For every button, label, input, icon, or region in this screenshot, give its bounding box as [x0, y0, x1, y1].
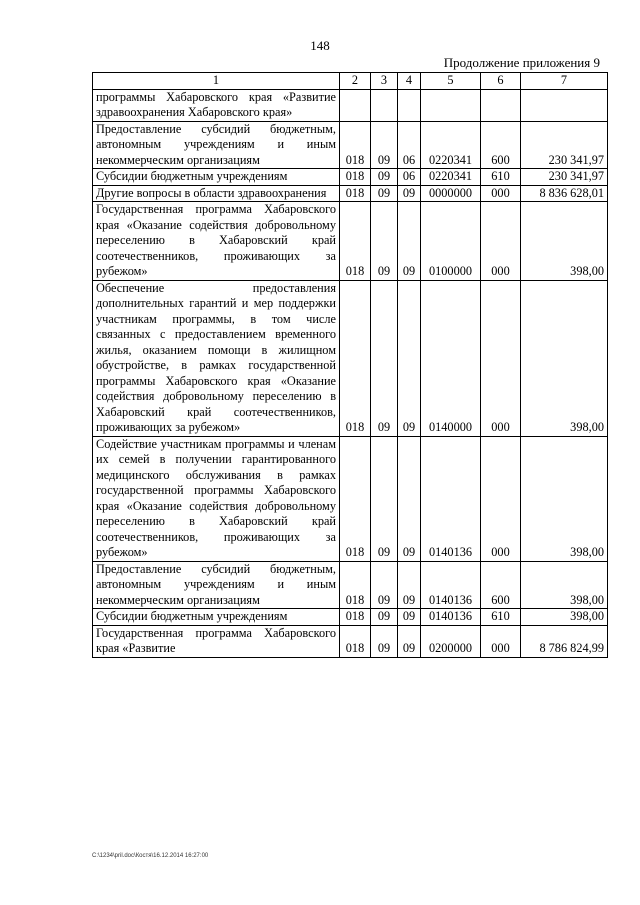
row-name: Другие вопросы в области здравоохранения — [93, 185, 340, 202]
row-section-code: 09 — [371, 436, 398, 561]
header-col-5: 5 — [421, 73, 481, 90]
row-section-code: 09 — [371, 625, 398, 657]
row-expense-type: 600 — [481, 561, 521, 609]
row-subsection-code: 09 — [398, 185, 421, 202]
row-ministry-code: 018 — [340, 280, 371, 436]
row-target-code: 0200000 — [421, 625, 481, 657]
row-section-code: 09 — [371, 280, 398, 436]
row-target-code: 0000000 — [421, 185, 481, 202]
row-subsection-code: 09 — [398, 561, 421, 609]
budget-table — [92, 72, 608, 658]
table-row — [93, 436, 608, 561]
row-section-code — [371, 89, 398, 121]
row-ministry-code: 018 — [340, 436, 371, 561]
table-row — [93, 121, 608, 169]
row-name: Субсидии бюджетным учреждениям — [93, 169, 340, 186]
row-subsection-code: 09 — [398, 625, 421, 657]
row-amount: 398,00 — [521, 609, 608, 626]
row-name: Государственная программа Хабаровского края «Развитие — [93, 625, 340, 657]
row-ministry-code: 018 — [340, 202, 371, 281]
header-col-4: 4 — [398, 73, 421, 90]
row-target-code: 0220341 — [421, 121, 481, 169]
row-name: Предоставление субсидий бюджетным, автономным учреждениям и иным некоммерческим организациям — [93, 561, 340, 609]
row-subsection-code: 09 — [398, 436, 421, 561]
row-expense-type: 610 — [481, 609, 521, 626]
row-expense-type: 000 — [481, 625, 521, 657]
row-ministry-code: 018 — [340, 121, 371, 169]
table-row — [93, 609, 608, 626]
row-section-code: 09 — [371, 561, 398, 609]
table-row — [93, 169, 608, 186]
row-expense-type: 000 — [481, 202, 521, 281]
row-subsection-code: 09 — [398, 609, 421, 626]
header-col-1: 1 — [93, 73, 340, 90]
row-expense-type — [481, 89, 521, 121]
row-amount: 398,00 — [521, 561, 608, 609]
row-name: Обеспечение предоставления дополнительных гарантий и мер поддержки участникам программы, в том числе связанных с предоставлением временного жилья, оказанием помощи в жилищном обустройстве, в рамках государственной программы Хабаровского края «Оказание содействия добровольному переселению в Хабаровский край соотечественников, проживающих за рубежом» — [93, 280, 340, 436]
row-expense-type: 000 — [481, 185, 521, 202]
row-ministry-code — [340, 89, 371, 121]
row-section-code: 09 — [371, 609, 398, 626]
row-amount: 398,00 — [521, 280, 608, 436]
row-expense-type: 610 — [481, 169, 521, 186]
header-col-6: 6 — [481, 73, 521, 90]
row-amount — [521, 89, 608, 121]
row-amount: 398,00 — [521, 202, 608, 281]
table-row — [93, 89, 608, 121]
row-name: Предоставление субсидий бюджетным, автономным учреждениям и иным некоммерческим организациям — [93, 121, 340, 169]
table-row — [93, 625, 608, 657]
row-amount: 230 341,97 — [521, 121, 608, 169]
row-amount: 230 341,97 — [521, 169, 608, 186]
row-target-code: 0140136 — [421, 561, 481, 609]
header-col-3: 3 — [371, 73, 398, 90]
row-amount: 8 836 628,01 — [521, 185, 608, 202]
row-subsection-code: 06 — [398, 169, 421, 186]
row-section-code: 09 — [371, 169, 398, 186]
row-ministry-code: 018 — [340, 169, 371, 186]
header-col-7: 7 — [521, 73, 608, 90]
row-ministry-code: 018 — [340, 625, 371, 657]
row-name: Государственная программа Хабаровского края «Оказание содействия добровольному переселению в Хабаровский край соотечественников, проживающих за рубежом» — [93, 202, 340, 281]
row-expense-type: 600 — [481, 121, 521, 169]
table-row — [93, 185, 608, 202]
row-target-code: 0140136 — [421, 436, 481, 561]
file-path-footer: C:\1234\pril.doc\Костя\16.12.2014 16:27:00 — [92, 853, 209, 859]
table-row — [93, 280, 608, 436]
row-target-code: 0220341 — [421, 169, 481, 186]
row-section-code: 09 — [371, 185, 398, 202]
page-number: 148 — [310, 38, 330, 53]
row-subsection-code — [398, 89, 421, 121]
row-subsection-code: 06 — [398, 121, 421, 169]
row-expense-type: 000 — [481, 436, 521, 561]
row-name: программы Хабаровского края «Развитие здравоохранения Хабаровского края» — [93, 89, 340, 121]
table-row — [93, 202, 608, 281]
row-section-code: 09 — [371, 202, 398, 281]
row-expense-type: 000 — [481, 280, 521, 436]
row-name: Содействие участникам программы и членам их семей в получении гарантированного медицинского обслуживания в рамках государственной программы Хабаровского края «Оказание содействия добровольному переселению в Хабаровский край соотечественников, проживающих за рубежом» — [93, 436, 340, 561]
row-target-code — [421, 89, 481, 121]
row-target-code: 0100000 — [421, 202, 481, 281]
row-target-code: 0140000 — [421, 280, 481, 436]
row-subsection-code: 09 — [398, 202, 421, 281]
row-section-code: 09 — [371, 121, 398, 169]
header-row — [93, 73, 608, 90]
row-ministry-code: 018 — [340, 561, 371, 609]
row-amount: 398,00 — [521, 436, 608, 561]
header-col-2: 2 — [340, 73, 371, 90]
row-target-code: 0140136 — [421, 609, 481, 626]
continuation-label: Продолжение приложения 9 — [443, 55, 600, 70]
row-ministry-code: 018 — [340, 609, 371, 626]
table-row — [93, 561, 608, 609]
row-subsection-code: 09 — [398, 280, 421, 436]
row-ministry-code: 018 — [340, 185, 371, 202]
row-name: Субсидии бюджетным учреждениям — [93, 609, 340, 626]
row-amount: 8 786 824,99 — [521, 625, 608, 657]
